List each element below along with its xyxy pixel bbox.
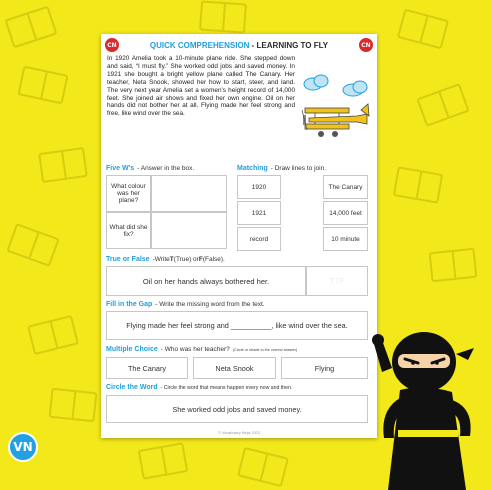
match-right-item[interactable]: 10 minute [323,227,368,251]
true-false-answer-box[interactable]: T / F [306,266,368,296]
book-icon [393,166,444,204]
matching-heading: Matching - Draw lines to join. [237,165,327,172]
reading-passage: In 1920 Amelia took a 10-minute plane ride. She stepped down and said, “I must fly.” She worked odd jobs and saved money. In 1921 she bought a bright yellow plane called The Canary. Her teacher, Neta Snook, showed her how to start, steer, and land. The very next year Amelia set a women’s height record of 14,000 feet. She joined air shows and fixed her own engine. Oil on her hands did not bother her at all. Flying made her feel strong and free, like wind over the sea. [107,55,295,118]
match-right-item[interactable]: 14,000 feet [323,201,368,225]
book-icon [38,147,88,183]
copyright-text: © Vocabulary Ninja 2023 [218,431,260,435]
match-left-item[interactable]: 1921 [237,201,281,225]
multiple-choice-heading: Multiple Choice - Who was her teacher? (Circle or shade in the correct answer) [106,346,298,353]
cn-logo-left: CN [105,38,119,52]
book-icon [429,248,478,283]
true-false-heading: True or False -Write T (True) or F (False). [106,256,225,263]
plane-icon [302,104,369,137]
match-left-item[interactable]: record [237,227,281,251]
answer-box[interactable] [151,175,227,212]
choice-option[interactable]: Neta Snook [193,357,276,379]
circle-word-sentence[interactable]: She worked odd jobs and saved money. [106,395,368,423]
fill-gap-heading: Fill in the Gap - Write the missing word from the text. [106,301,265,308]
ninja-mascot [370,318,491,490]
cn-logo-right: CN [359,38,373,52]
book-icon [27,315,79,355]
airplane-illustration [301,70,371,150]
choice-option[interactable]: Flying [281,357,368,379]
book-icon [397,9,449,50]
question-cell: What did she fix? [106,212,151,249]
vocabulary-ninja-logo: VN [8,432,38,462]
cloud-icon [304,75,328,90]
worksheet-title: QUICK COMPREHENSION - LEARNING TO FLY [149,41,329,50]
worksheet [101,34,377,438]
fill-gap-sentence[interactable]: Flying made her feel strong and __________, like wind over the sea. [106,311,368,340]
book-icon [49,388,98,423]
book-icon [17,66,68,105]
book-icon [6,223,59,267]
match-left-item[interactable]: 1920 [237,175,281,199]
question-cell: What colour was her plane? [106,175,151,212]
match-right-item[interactable]: The Canary [323,175,368,199]
book-icon [199,0,247,33]
answer-box[interactable] [151,212,227,249]
cloud-icon [343,81,367,96]
book-icon [138,442,189,480]
book-icon [416,83,469,127]
true-false-statement: Oil on her hands always bothered her. [106,266,306,296]
five-ws-heading: Five W's - Answer in the box. [106,165,195,172]
book-icon [237,447,289,487]
circle-word-heading: Circle the Word - Circle the word that means happen every now and then. [106,384,293,391]
book-icon [4,6,57,49]
choice-option[interactable]: The Canary [106,357,188,379]
